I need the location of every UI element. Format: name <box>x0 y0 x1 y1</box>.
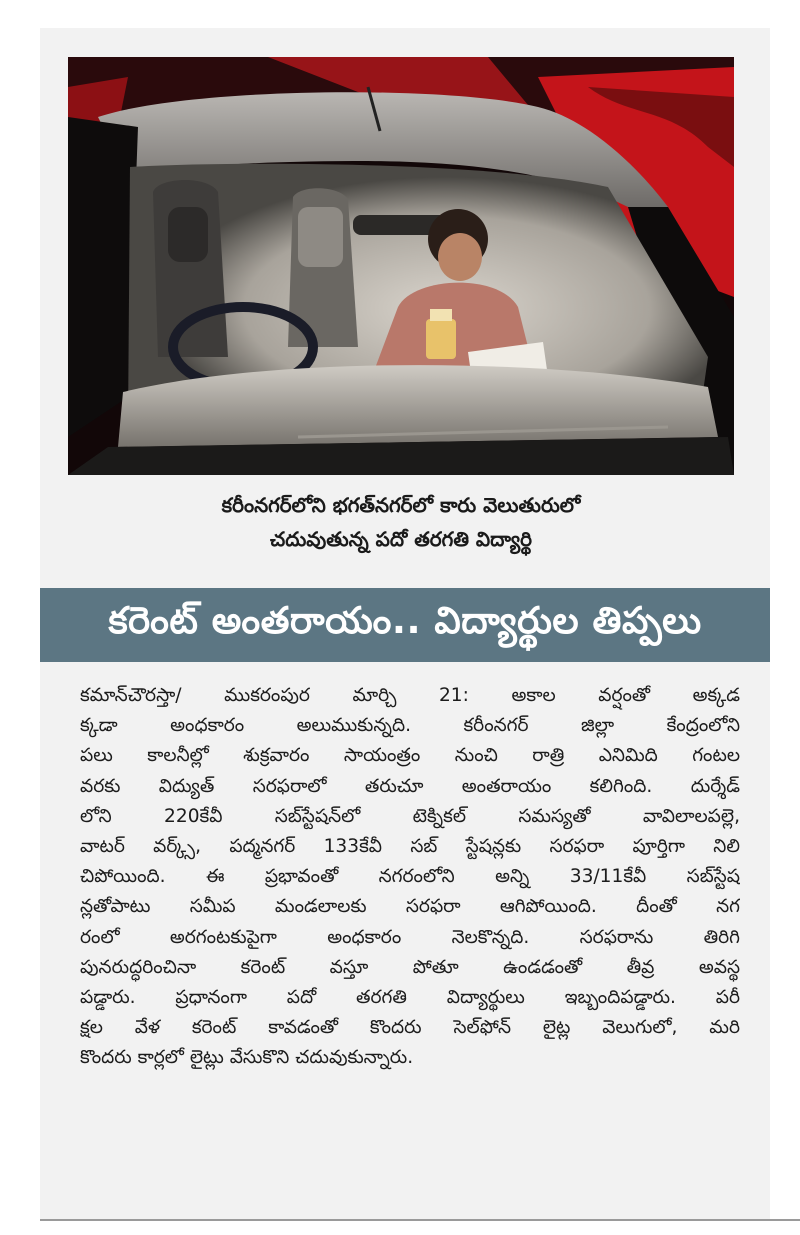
headline-bar <box>40 588 770 662</box>
bottom-divider <box>40 1219 800 1221</box>
body-line: చిపోయింది. ఈ ప్రభావంతో నగరంలోని అన్ని 33/11కేవీ సబ్‌స్టేష <box>80 866 740 888</box>
body-line: రంలో అరగంటకుపైగా అంధకారం నెలకొన్నది. సరఫరాను తిరిగి <box>80 926 740 948</box>
body-line: కమాన్‌చౌరస్తా/ ముకరంపుర మార్చి 21: అకాల వర్షంతో అక్కడ <box>80 685 740 706</box>
body-line: వాటర్‌ వర్క్స్‌, పద్మనగర్‌ 133కేవీ సబ్‌ స్టేషన్లకు సరఫరా పూర్తిగా నిలి <box>80 836 740 858</box>
headline-text: కరెంట్‌ అంతరాయం.. విద్యార్థుల తిప్పలు <box>108 599 702 642</box>
photo-caption <box>68 488 734 556</box>
body-line: వరకు విద్యుత్‌ సరఫరాలో తరుచూ అంతరాయం కలిగింది. దుర్శేడ్‌ <box>80 775 740 797</box>
car-interior-photo <box>68 57 734 475</box>
body-line: పునరుద్ధరించినా కరెంట్‌ వస్తూ పోతూ ఉండడంతో తీవ్ర అవస్థ <box>80 956 740 978</box>
body-line: పడ్డారు. ప్రధానంగా పదో తరగతి విద్యార్థులు ఇబ్బందిపడ్డారు. పరీ <box>80 987 740 1009</box>
body-line: న్లతోపాటు సమీప మండలాలకు సరఫరా ఆగిపోయింది. దీంతో నగ <box>80 896 740 918</box>
body-line: క్కడా అంధకారం అలుముకున్నది. కరీంనగర్‌ జిల్లా కేంద్రంలోని <box>80 715 740 737</box>
body-line: పలు కాలనీల్లో శుక్రవారం సాయంత్రం నుంచి రాత్రి ఎనిమిది గంటల <box>80 745 740 767</box>
body-line: కొందరు కార్లలో లైట్లు వేసుకొని చదువుకున్నారు. <box>80 1047 414 1069</box>
body-line: లోని 220కేవీ సబ్‌స్టేషన్‌లో టెక్నికల్‌ సమస్యతో వావిలాలపల్లె, <box>80 805 740 827</box>
caption-line-2: చదువుతున్న పదో తరగతి విద్యార్థి <box>270 527 532 551</box>
article-body <box>80 681 740 1074</box>
body-line: క్షల వేళ కరెంట్‌ కావడంతో కొందరు సెల్‌ఫోన్‌ లైట్ల వెలుగులో, మరి <box>80 1017 740 1039</box>
photo-illustration <box>68 57 734 475</box>
caption-line-1: కరీంనగర్‌లోని భగత్‌నగర్‌లో కారు వెలుతురులో <box>221 493 581 517</box>
